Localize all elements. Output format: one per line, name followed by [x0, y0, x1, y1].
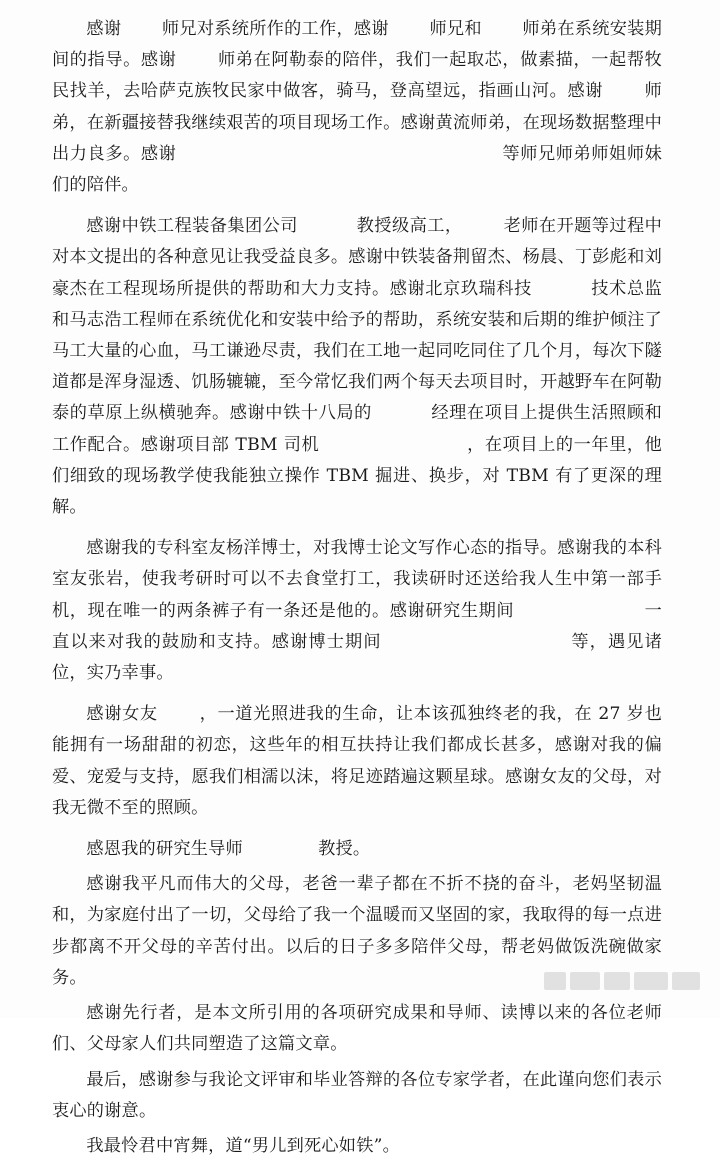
paragraph-company-thanks: 感谢中铁工程装备集团公司 教授级高工， 老师在开题等过程中对本文提出的各种意见让我受益良多。感谢中铁装备荆留杰、杨晨、丁彭彪和刘豪杰在工程现场所提供的帮助和大力支持。感谢北京玖瑞科技 技术总监和马志浩工程师在系统优化和安装中给予的帮助，系统安装和后期的维护倾注了马工大量的心血，马工谦逊尽责，我们在工地一起同吃同住了几个月，每次下隧道都是浑身湿透、饥肠辘辘，至今常忆我们两个每天去项目时，开越野车在阿勒泰的草原上纵横驰奔。感谢中铁十八局的 经理在项目上提供生活照顾和工作配合。感谢项目部 TBM 司机 ，在项目上的一年里，他们细致的现场教学使我能独立操作 TBM 掘进、换步，对 TBM 有了更深的理解。 — [52, 216, 662, 518]
paragraph-closing-poem: 我最怜君中宵舞，道“男儿到死心如铁”。 — [86, 1135, 400, 1156]
paragraph-parents: 感谢我平凡而伟大的父母，老爸一辈子都在不折不挠的奋斗，老妈坚韧温和，为家庭付出了一切，父母给了我一个温暖而又坚固的家，我取得的每一点进步都离不开父母的辛苦付出。以后的日子多多陪伴父母，帮老妈做饭洗碗做家务。 — [52, 874, 662, 988]
paragraph-senior-colleagues: 感谢 师兄对系统所作的工作，感谢 师兄和 师弟在系统安装期间的指导。感谢 师弟在阿勒泰的陪伴，我们一起取芯，做素描，一起帮牧民找羊，去哈萨克族牧民家中做客，骑马，登高望远，指画山河。感谢 师弟，在新疆接替我继续艰苦的项目现场工作。感谢黄流师弟，在现场数据整理中出力良多。感谢 等师兄师弟师姐师妹们的陪伴。 — [52, 19, 662, 196]
paragraph-roommates: 感谢我的专科室友杨洋博士，对我博士论文写作心态的指导。感谢我的本科室友张岩，使我考研时可以不去食堂打工，我读研时还送给我人生中第一部手机，现在唯一的两条裤子有一条还是他的。感谢研究生期间 一直以来对我的鼓励和支持。感谢博士期间 等，遇见诸位，实乃幸事。 — [52, 538, 662, 684]
paragraph-pioneers: 感谢先行者，是本文所引用的各项研究成果和导师、读博以来的各位老师们、父母家人们共同塑造了这篇文章。 — [52, 1003, 662, 1055]
paragraph-girlfriend: 感谢女友 ，一道光照进我的生命，让本该孤独终老的我，在 27 岁也能拥有一场甜甜的初恋，这些年的相互扶持让我们都成长甚多，感谢对我的偏爱、宠爱与支持，愿我们相濡以沫，将足迹踏遍这颗星球。感谢女友的父母，对我无微不至的照顾。 — [52, 704, 662, 818]
paragraph-reviewers: 最后，感谢参与我论文评审和毕业答辩的各位专家学者，在此谨向您们表示衷心的谢意。 — [52, 1069, 662, 1121]
paragraph-supervisor: 感恩我的研究生导师 教授。 — [86, 839, 371, 860]
watermark — [544, 972, 700, 990]
